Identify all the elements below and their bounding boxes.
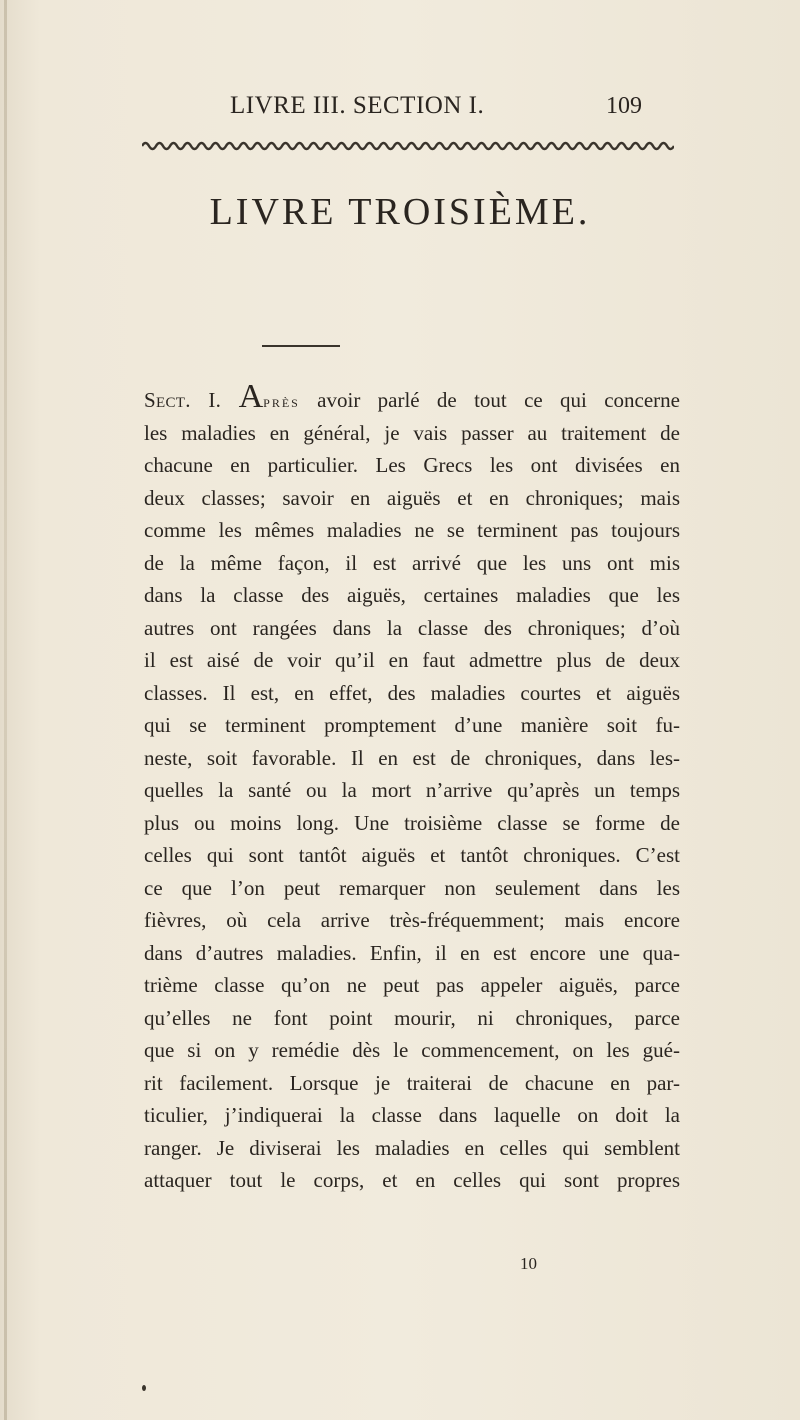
- body-text: [144, 378, 680, 1197]
- section-label: Sect. I.: [144, 388, 222, 412]
- text-line: plus ou moins long. Une troisième classe se forme de: [144, 810, 680, 835]
- opening-word: près: [263, 392, 300, 411]
- text-line: celles qui sont tantôt aiguës et tantôt chroniques. C’est: [144, 843, 680, 867]
- text-line: quelles la santé ou la mort n’arrive qu’après un temps: [144, 778, 680, 802]
- text-line: de la même façon, il est arrivé que les uns ont mis: [144, 550, 680, 575]
- text-line: que si on y remédie dès le commencement, on les gué-: [144, 1038, 680, 1062]
- page-number: 109: [606, 93, 642, 119]
- text-line: autres ont rangées dans la classe des chroniques; d’où: [144, 615, 680, 640]
- decorative-rule-ornament: [142, 138, 674, 154]
- signature-mark: 10: [520, 1254, 537, 1273]
- text-line: qui se terminent promptement d’une manière soit fu-: [144, 713, 680, 737]
- text-line: deux classes; savoir en aiguës et en chroniques; mais: [144, 485, 680, 510]
- text-line: dans la classe des aiguës, certaines maladies que les: [144, 583, 680, 607]
- opening-capital: A: [238, 378, 264, 415]
- text-line: qu’elles ne font point mourir, ni chroniques, parce: [144, 1005, 680, 1030]
- running-head: LIVRE III. SECTION I.: [230, 92, 485, 119]
- text-line: ranger. Je diviserai les maladies en celles qui semblent: [144, 1135, 680, 1160]
- ink-speck: [142, 1385, 146, 1391]
- text-line: classes. Il est, en effet, des maladies courtes et aiguës: [144, 680, 680, 705]
- title-rule: [262, 345, 340, 347]
- text-line: dans d’autres maladies. Enfin, il en est encore une qua-: [144, 940, 680, 965]
- book-title: LIVRE TROISIÈME.: [209, 191, 591, 233]
- text-line: avoir parlé de tout ce qui concerne: [299, 388, 680, 412]
- text-line: ticulier, j’indiquerai la classe dans laquelle on doit la: [144, 1103, 680, 1127]
- text-line: rit facilement. Lorsque je traiterai de chacune en par-: [144, 1070, 680, 1095]
- text-line: fièvres, où cela arrive très-fréquemment; mais encore: [144, 908, 680, 932]
- text-line: attaquer tout le corps, et en celles qui sont propres: [144, 1168, 680, 1192]
- text-line: il est aisé de voir qu’il en faut admettre plus de deux: [144, 648, 680, 672]
- text-line: trième classe qu’on ne peut pas appeler aiguës, parce: [144, 973, 680, 997]
- text-line: les maladies en général, je vais passer au traitement de: [144, 420, 680, 445]
- text-line: neste, soit favorable. Il en est de chroniques, dans les-: [144, 745, 680, 770]
- text-line: comme les mêmes maladies ne se terminent pas toujours: [144, 518, 680, 542]
- text-line: chacune en particulier. Les Grecs les ont divisées en: [144, 453, 680, 477]
- first-line: [144, 378, 680, 417]
- text-line: ce que l’on peut remarquer non seulement dans les: [144, 875, 680, 900]
